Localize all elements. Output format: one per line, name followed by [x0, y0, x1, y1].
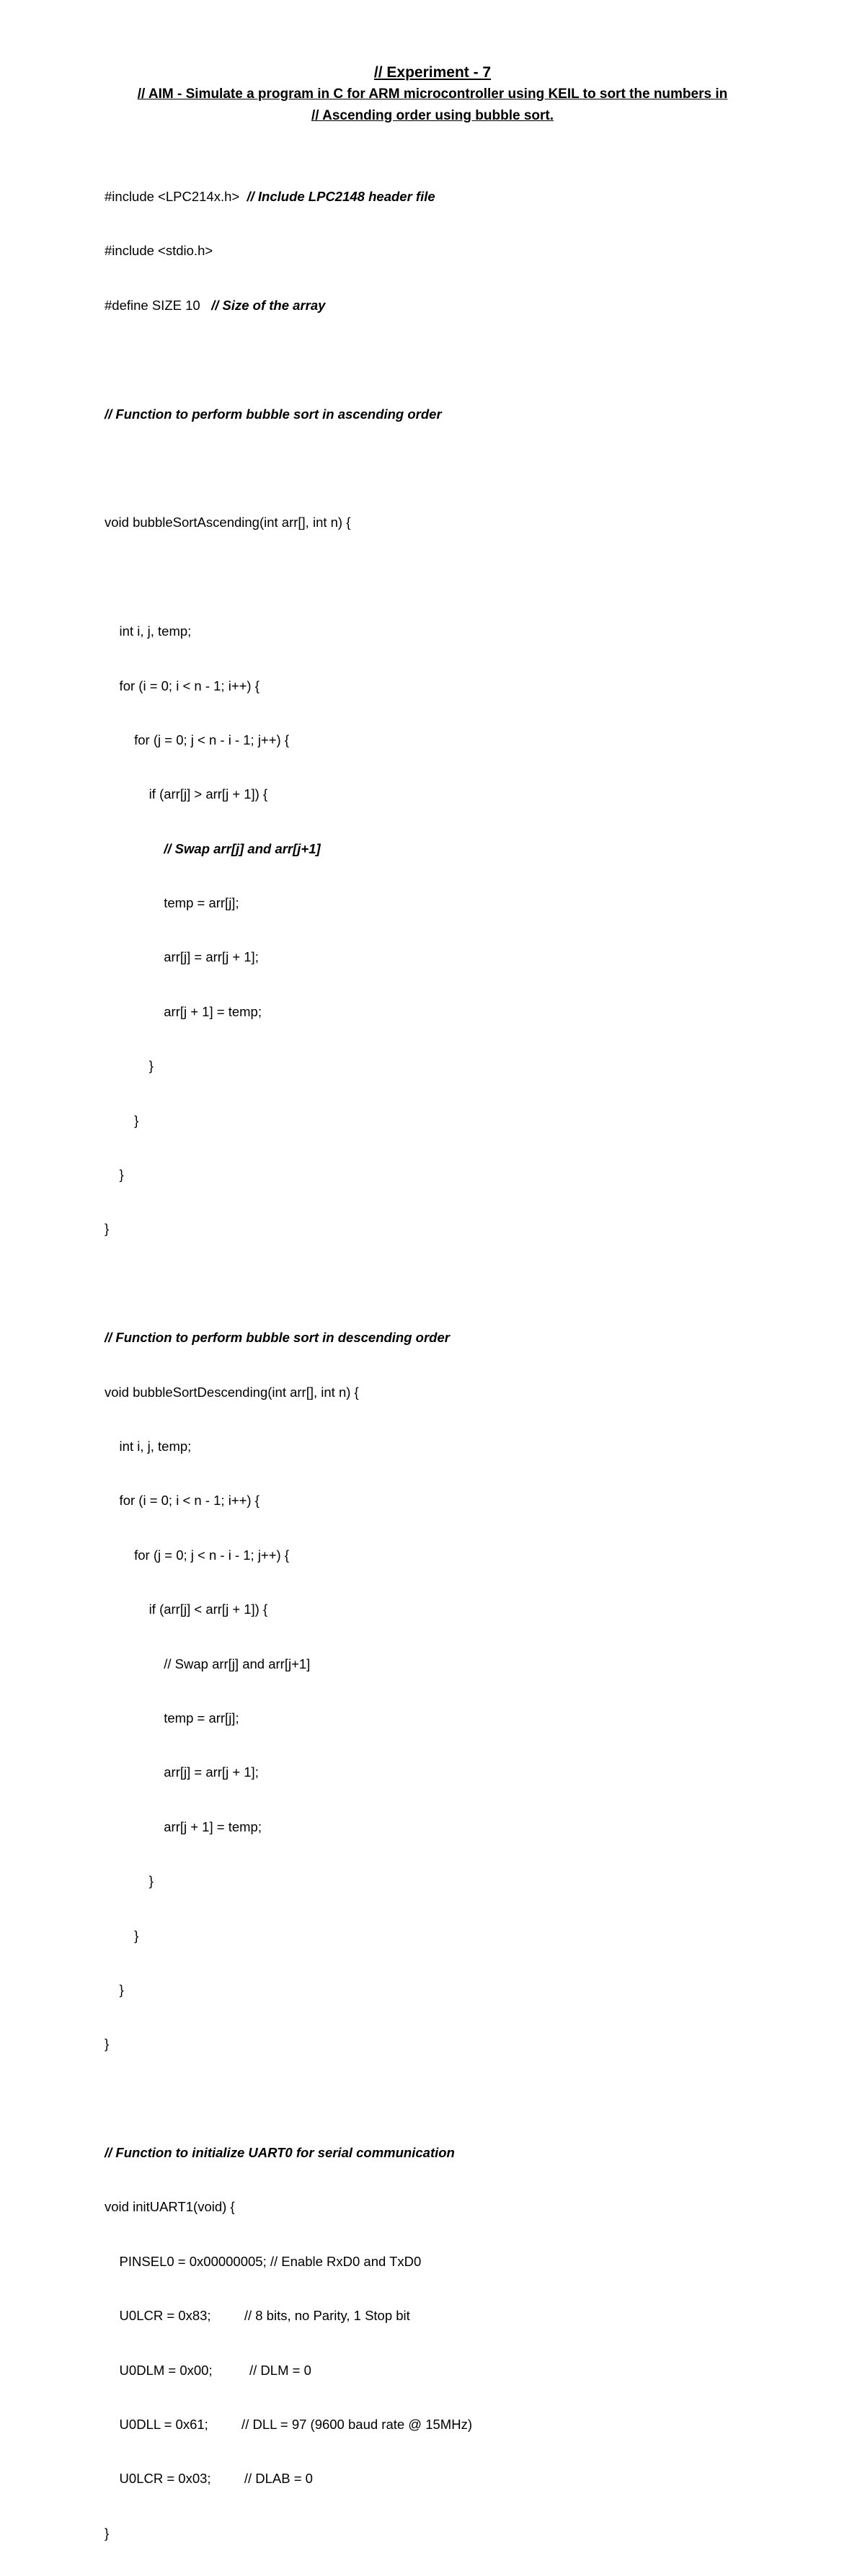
uart-function-signature: void initUART1(void) {	[105, 2199, 235, 2215]
descending-function-signature: void bubbleSortDescending(int arr[], int n) {	[105, 1384, 359, 1400]
ascending-temp-assign: temp = arr[j];	[105, 895, 239, 911]
descending-inner-for: for (j = 0; j < n - i - 1; j++) {	[105, 1547, 290, 1563]
close-outer-brace: }	[105, 1167, 124, 1183]
descending-arr-assign-1: arr[j] = arr[j + 1];	[105, 1764, 259, 1780]
ascending-function-signature: void bubbleSortAscending(int arr[], int n) {	[105, 515, 351, 530]
close-if-brace: }	[105, 1873, 154, 1889]
document-heading	[0, 62, 865, 127]
descending-if: if (arr[j] < arr[j + 1]) {	[105, 1602, 268, 1617]
code-line	[105, 294, 825, 316]
descending-outer-for: for (i = 0; i < n - 1; i++) {	[105, 1493, 260, 1509]
aim-line-1: // AIM - Simulate a program in C for ARM microcontroller using KEIL to sort the numbers in	[137, 86, 728, 102]
close-if-brace: }	[105, 1058, 154, 1074]
descending-arr-assign-2: arr[j + 1] = temp;	[105, 1818, 262, 1834]
ascending-swap-comment: // Swap arr[j] and arr[j+1]	[164, 840, 321, 856]
ascending-declaration: int i, j, temp;	[105, 623, 192, 639]
uart-pinsel-line: PINSEL0 = 0x00000005; // Enable RxD0 and TxD0	[105, 2253, 422, 2269]
close-function-brace: }	[105, 2036, 110, 2052]
ascending-function-comment: // Function to perform bubble sort in ascending order	[105, 406, 442, 422]
close-outer-brace: }	[105, 1981, 124, 1997]
code-line	[105, 185, 825, 208]
blank-line	[105, 566, 825, 588]
close-inner-brace: }	[105, 1112, 139, 1128]
uart-lcr-line-1: U0LCR = 0x83; // 8 bits, no Parity, 1 Stop bit	[105, 2308, 410, 2324]
close-function-brace: }	[105, 1221, 110, 1237]
blank-line	[105, 2087, 825, 2110]
ascending-outer-for: for (i = 0; i < n - 1; i++) {	[105, 678, 260, 693]
define-size: #define SIZE 10	[105, 297, 212, 313]
ascending-arr-assign-2: arr[j + 1] = temp;	[105, 1003, 262, 1019]
descending-declaration: int i, j, temp;	[105, 1438, 192, 1454]
ascending-inner-for: for (j = 0; j < n - i - 1; j++) {	[105, 732, 290, 747]
code-listing	[105, 154, 825, 2576]
close-inner-brace: }	[105, 1927, 139, 1943]
include-lpc: #include <LPC214x.h>	[105, 189, 247, 204]
uart-dlm-line: U0DLM = 0x00; // DLM = 0	[105, 2362, 311, 2378]
close-function-brace: }	[105, 2525, 110, 2541]
blank-line	[105, 457, 825, 479]
include-lpc-comment: // Include LPC2148 header file	[247, 189, 435, 204]
blank-line	[105, 1272, 825, 1294]
define-size-comment: // Size of the array	[211, 297, 326, 313]
aim-line-2: // Ascending order using bubble sort.	[311, 108, 554, 123]
ascending-arr-assign-1: arr[j] = arr[j + 1];	[105, 949, 259, 965]
ascending-if: if (arr[j] > arr[j + 1]) {	[105, 786, 268, 802]
experiment-title: // Experiment - 7	[373, 64, 492, 81]
descending-swap-comment: // Swap arr[j] and arr[j+1]	[105, 1656, 311, 1671]
code-line	[105, 838, 825, 860]
descending-temp-assign: temp = arr[j];	[105, 1710, 239, 1726]
uart-lcr-line-2: U0LCR = 0x03; // DLAB = 0	[105, 2471, 313, 2487]
include-stdio: #include <stdio.h>	[105, 243, 213, 259]
blank-line	[105, 348, 825, 370]
uart-function-comment: // Function to initialize UART0 for serial communication	[105, 2145, 455, 2161]
uart-dll-line: U0DLL = 0x61; // DLL = 97 (9600 baud rate @ 15MHz)	[105, 2417, 472, 2433]
descending-function-comment: // Function to perform bubble sort in descending order	[105, 1330, 450, 1346]
